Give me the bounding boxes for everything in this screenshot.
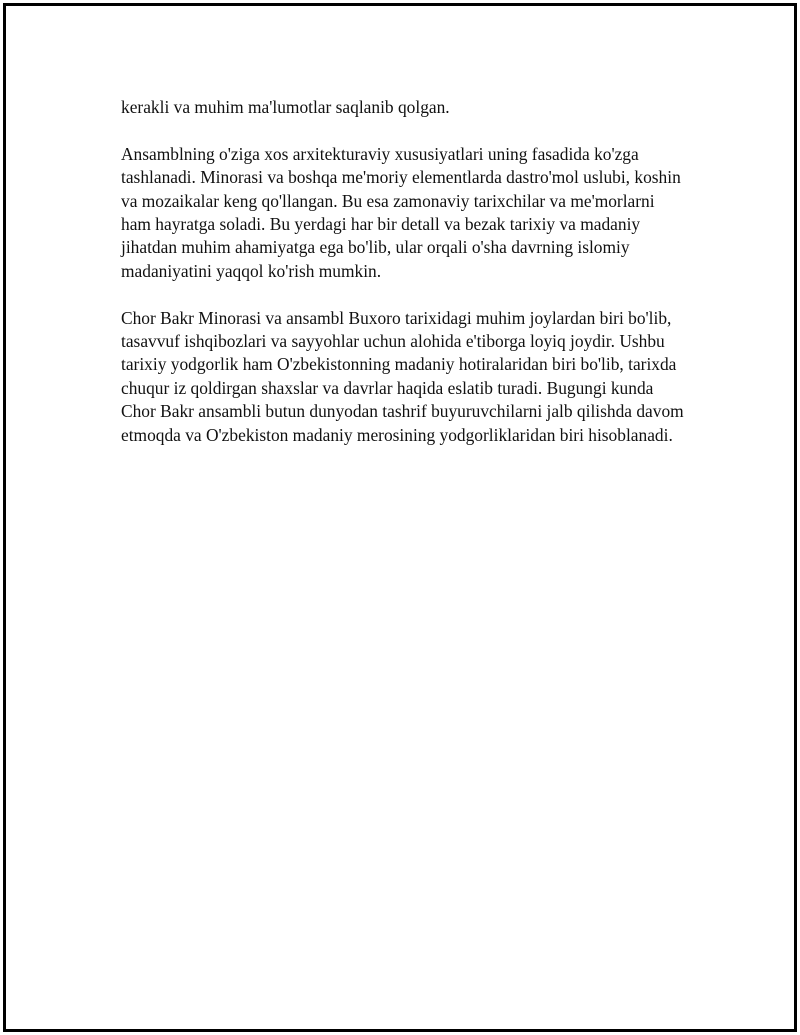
paragraph-2: Ansamblning o'ziga xos arxitekturaviy xususiyatlari uning fasadida ko'zga tashlanadi. Minorasi va boshqa me'moriy elementlarda dastro'mol uslubi, koshin va mozaikalar keng qo'llangan. Bu esa zamonaviy tarixchilar va me'morlarni ham hayratga soladi. Bu yerdagi har bir detall va bezak tarixiy va madaniy jihatdan muhim ahamiyatga ega bo'lib, ular orqali o'sha davrning islomiy madaniyatini yaqqol ko'rish mumkin. [121,143,681,281]
paragraph-1: kerakli va muhim ma'lumotlar saqlanib qolgan. [121,97,450,117]
page-frame [3,3,797,1032]
paragraph-3: Chor Bakr Minorasi va ansambl Buxoro tarixidagi muhim joylardan biri bo'lib, tasavvuf ishqibozlari va sayyohlar uchun alohida e'tiborga loyiq joydir. Ushbu tarixiy yodgorlik ham O'zbekistonning madaniy hotiralaridan biri bo'lib, tarixda chuqur iz qoldirgan shaxslar va davrlar haqida eslatib turadi. Bugungi kunda Chor Bakr ansambli butun dunyodan tashrif buyuruvchilarni jalb qilishda davom etmoqda va O'zbekiston madaniy merosining yodgorliklaridan biri hisoblanadi. [121,307,684,445]
document-body [121,96,686,470]
